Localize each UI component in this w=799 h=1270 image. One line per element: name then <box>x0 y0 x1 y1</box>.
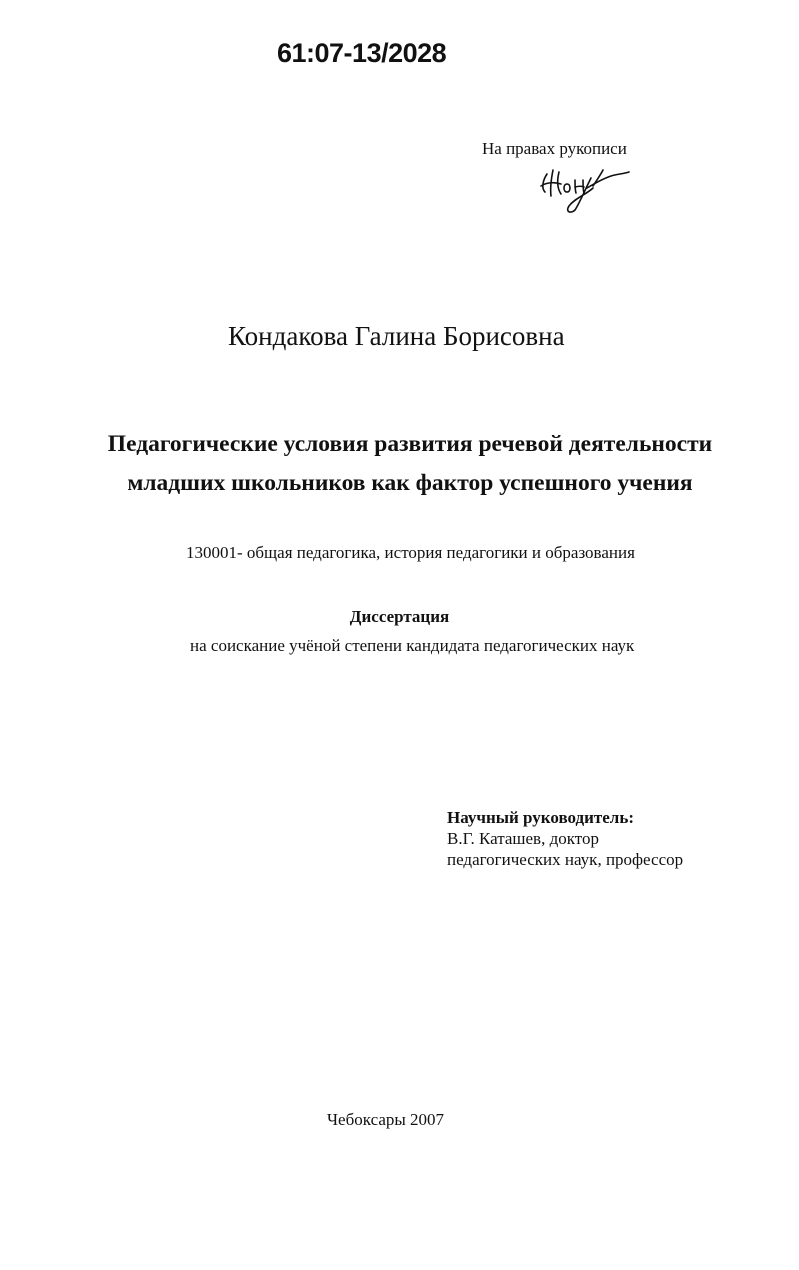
specialty-code: 130001- общая педагогика, история педагогики и образования <box>186 543 635 562</box>
place-and-year: Чебоксары 2007 <box>327 1110 445 1129</box>
title-line: Педагогические условия развития речевой деятельности <box>107 431 713 457</box>
document-type: Диссертация <box>349 607 450 626</box>
author-name: Кондакова Галина Борисовна <box>228 321 565 351</box>
advisor-name: В.Г. Каташев, доктор <box>447 829 599 848</box>
advisor-heading: Научный руководитель: <box>447 808 634 827</box>
archive-code: 61:07-13/2028 <box>277 38 447 68</box>
advisor-credentials: педагогических наук, профессор <box>447 850 684 869</box>
dissertation-title <box>80 425 740 503</box>
rights-notice: На правах рукописи <box>482 139 627 158</box>
degree-statement: на соискание учёной степени кандидата педагогических наук <box>190 636 635 655</box>
handwritten-signature <box>535 160 635 215</box>
scientific-advisor <box>447 807 683 870</box>
title-line: младших школьников как фактор успешного учения <box>127 470 693 496</box>
